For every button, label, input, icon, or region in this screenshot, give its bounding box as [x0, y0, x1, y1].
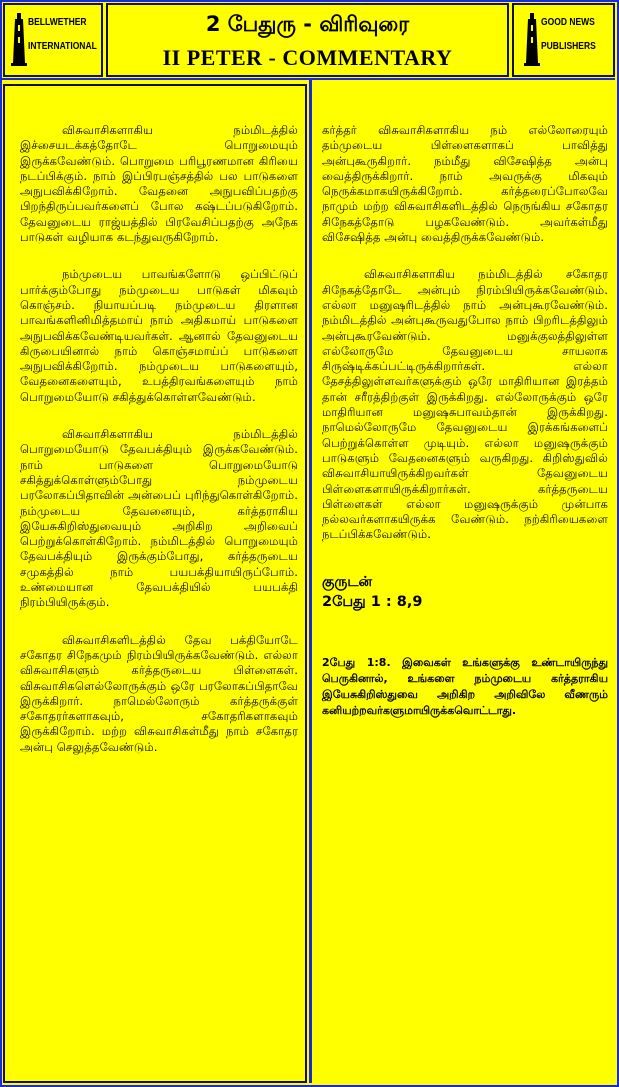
logo-right-line1: GOOD NEWS	[541, 17, 595, 28]
paragraph: விசுவாசிகளாகிய நம்மிடத்தில் சகோதர சிநேகத்தோடே அன்பும் நிரம்பியிருக்கவேண்டும். எல்லா மனுஷரிடத்தில் நாம் அன்புகூரவேண்டும். நம்மிடத்தில் அன்புகூருவதுபோல நாம் பிறரிடத்திலும் அன்புகூரவேண்டும். மனுக்குலத்திலுள்ள எல்லோருமே தேவனுடைய சாயலாக சிருஷ்டிக்கப்பட்டிருக்கிறார்கள். எல்லா தேசத்திலுள்ளவர்களுக்கும் ஒரே மாதிரியான இரத்தம் தான் சரீரத்திற்குள் இருக்கிறது. எல்லோருக்கும் ஒரே மாதிரியான மனுஷசுபாவம்தான் இருக்கிறது. நாமெல்லோருமே தேவனுடைய இரக்கங்களைப் பெற்றுக்கொள்ள முடியும். எல்லா மனுஷருக்கும் பாடுகளும் வேதனைகளும் வருகிறது. கிறிஸ்துவில் விசுவாசியாயிருக்கிறவர்கள் தேவனுடைய பிள்ளைகளாயிருக்கிறார்கள். கர்த்தருடைய பிள்ளைகள் எல்லா மனுஷருக்கும் முன்பாக நல்லவர்களாகயிருக்க வேண்டும். நற்கிரியைகளை நடப்பிக்கவேண்டும்.	[322, 267, 608, 542]
paragraph: நம்முடைய பாவங்களோடு ஒப்பிட்டுப் பார்க்கும்போது நம்முடைய பாடுகள் மிகவும் கொஞ்சம். நியாயப்படி நம்முடைய திரளான பாவங்களினிமித்தமாய் நாம் அதிகமாய் பாடுகளை அநுபவிக்கவேண்டியவர்கள். ஆனால் தேவனுடைய கிருபையினால் நாம் கொஞ்சமாய்ப் பாடுகளை அநுபவிக்கிறோம். நம்முடைய பாடுகளையும், வேதனைகளையும், உபத்திரவங்களையும் நாம் பொறுமையோடு சகித்துக்கொள்ளவேண்டும்.	[20, 267, 298, 404]
column-divider	[309, 80, 312, 1083]
tower-icon	[10, 11, 28, 67]
paragraph: கர்த்தர் விசுவாசிகளாகிய நம் எல்லோரையும் தம்முடைய பிள்ளைகளாகப் பாவித்து அன்புகூருகிறார். நம்மீது விசேஷித்த அன்பு வைத்திருக்கிறார். நாம் அவருக்கு மிகவும் நெருக்கமாகயிருக்கிறோம். கர்த்தரைப்போலவே நாமும் மற்ற விசுவாசிகளிடத்தில் நெருங்கிய சகோதர சிநேகத்தோடு பழகவேண்டும். அவர்கள்மீது விசேஷித்த அன்பு வைத்திருக்கவேண்டும்.	[322, 123, 608, 245]
page-title-english: II PETER - COMMENTARY	[162, 45, 453, 70]
publisher-logo-right	[512, 3, 615, 77]
paragraph: விசுவாசிகளாகிய நம்மிடத்தில் பொறுமையோடு தேவபக்தியும் இருக்கவேண்டும். நாம் பாடுகளை பொறுமையோடு சகித்துக்கொள்ளும்போது நம்முடைய பரலோகப்பிதாவின் அன்பைப் புரிந்துகொள்கிறோம். நம்முடைய தேவனையும், கர்த்தராகிய இயேசுகிறிஸ்துவையும் அறிகிற அறிவைப் பெற்றுக்கொள்கிறோம். நம்மிடத்தில் பொறுமையும் தேவபக்தியும் இருக்கும்போது, கர்த்தருடைய சமுகத்தில் நாம் பயபக்தியாயிருப்போம். உண்மையான தேவபக்தியில் பயபக்தி நிரம்பியிருக்கும்.	[20, 427, 298, 610]
header-title-box	[106, 3, 509, 77]
verse-reference: 2பேது 1 : 8,9	[322, 593, 423, 610]
verse-text: 2பேது 1:8. இவைகள் உங்களுக்கு உண்டாயிருந்து பெருகினால், உங்களை நம்முடைய கர்த்தராகிய இயேசுகிறிஸ்துவை அறிகிற அறிவிலே வீணரும் கனியற்றவர்களுமாயிருக்கவொட்டாது.	[322, 655, 608, 717]
tower-icon	[523, 11, 541, 67]
paragraph: விசுவாசிகளிடத்தில் தேவ பக்தியோடே சகோதர சிநேகமும் நிரம்பியிருக்கவேண்டும். எல்லா விசுவாசிகளும் கர்த்தருடைய பிள்ளைகள். விசுவாசிகளெல்லோருக்கும் ஒரே பரலோகப்பிதாவே இருக்கிறார். நாமெல்லோரும் கர்த்தருக்குள் சகோதரர்களாகவும், சகோதரிகளாகவும் இருக்கிறோம். மற்ற விசுவாசிகள்மீது நாம் சகோதர அன்பு செலுத்தவேண்டும்.	[20, 632, 298, 754]
publisher-logo-left	[3, 3, 103, 77]
logo-left-line2: INTERNATIONAL	[28, 41, 97, 52]
logo-right-line2: PUBLISHERS	[541, 41, 596, 52]
page-title-tamil: 2 பேதுரு - விரிவுரை	[205, 12, 410, 36]
paragraph: விசுவாசிகளாகிய நம்மிடத்தில் இச்சையடக்கத்தோடே பொறுமையும் இருக்கவேண்டும். பொறுமை பரிபூரணமான கிரியை நடப்பிக்கும். நாம் இப்பிரபஞ்சத்தில் பல பாடுகளை அநுபவிக்கிறோம். வேதனை அநுபவிப்பதற்கு பிறந்திருப்பவர்களைப் போல கஷ்டப்படுகிறோம். தேவனுடைய ராஜ்யத்தில் பிரவேசிப்பதற்கு அநேக பாடுகள் வழியாக கடந்துவருகிறோம்.	[20, 123, 298, 245]
section-heading: குருடன்	[322, 573, 373, 590]
right-column	[322, 123, 608, 719]
logo-left-line1: BELLWETHER	[28, 17, 87, 28]
header-divider	[0, 78, 615, 80]
left-column	[20, 123, 298, 777]
